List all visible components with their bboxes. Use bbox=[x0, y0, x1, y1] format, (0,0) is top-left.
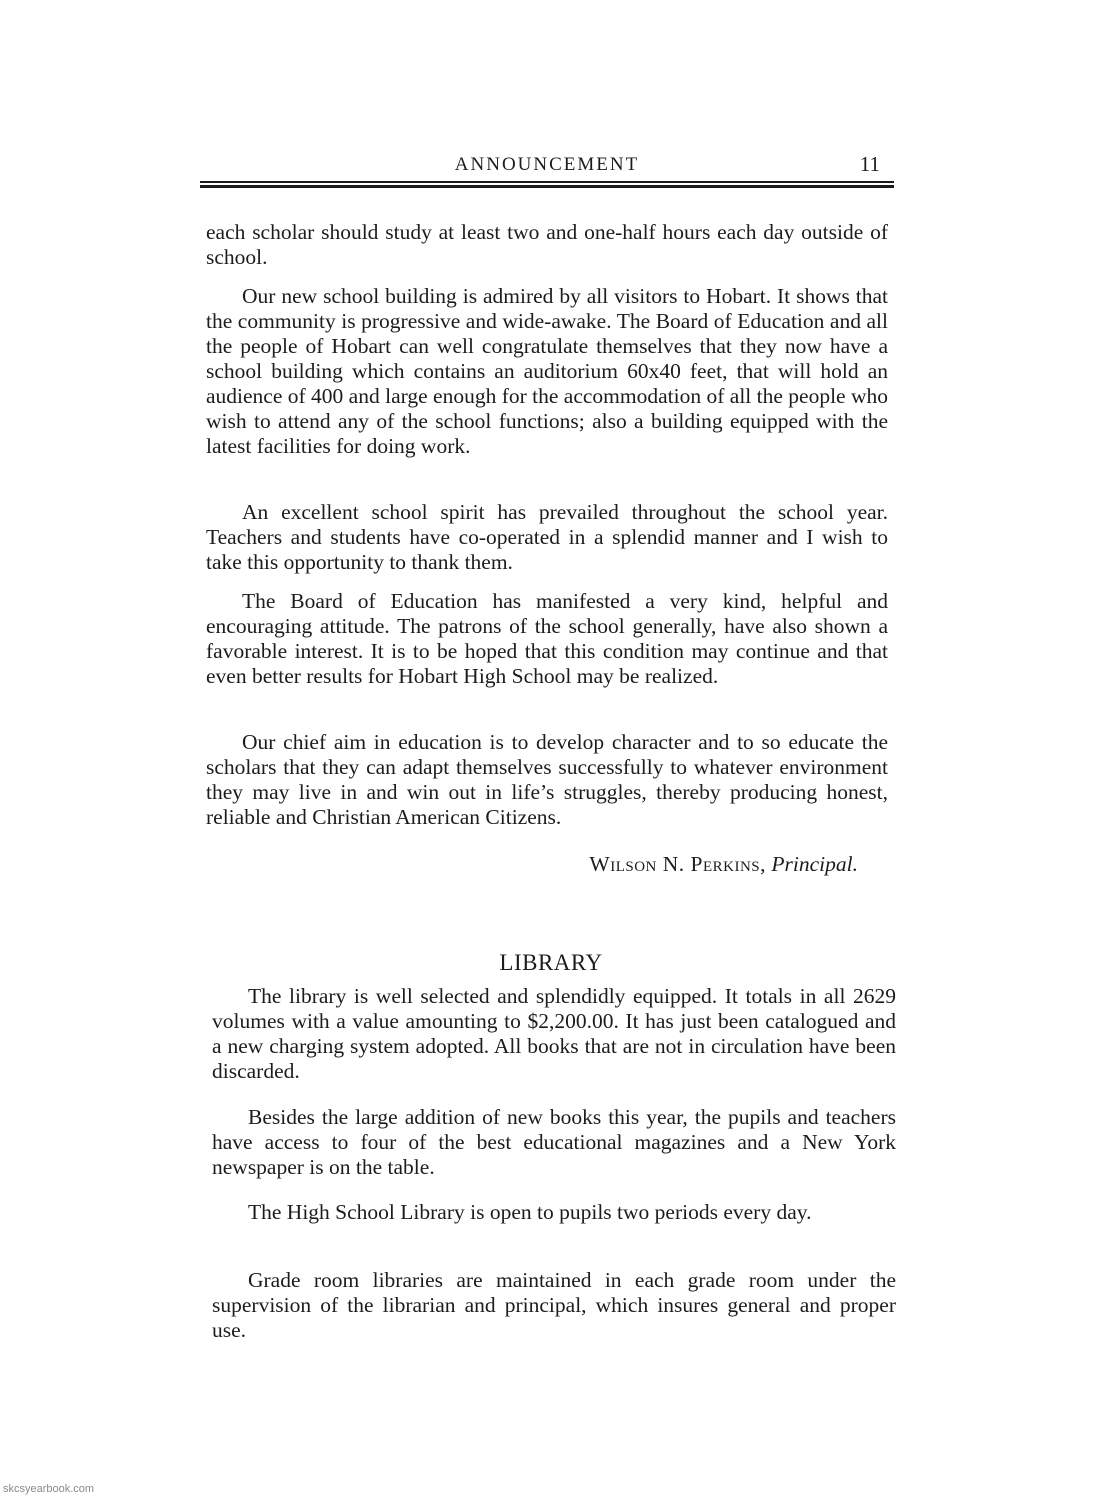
announcement-paragraph-4: The Board of Education has manifested a very kind, helpful and encouraging attitude. The patrons of the school generally, have also shown a favorable interest. It is to be hoped that this condition may continue and that even better results for Hobart High School may be realized. bbox=[206, 589, 888, 688]
site-watermark: skcsyearbook.com bbox=[3, 1483, 95, 1495]
library-paragraph-2: Besides the large addition of new books this year, the pupils and teachers have access to four of the best educational magazines and a New York newspaper is on the table. bbox=[212, 1105, 896, 1179]
running-header bbox=[200, 150, 894, 180]
signature-title: Principal. bbox=[771, 852, 858, 876]
announcement-paragraph-2: Our new school building is admired by all visitors to Hobart. It shows that the community is progressive and wide-awake. The Board of Education and all the people of Hobart can well congratulate themselves that they now have a school building which contains an auditorium 60x40 feet, that will hold an audience of 400 and large enough for the accommodation of all the people who wish to attend any of the school functions; also a building equipped with the latest facilities for doing work. bbox=[206, 284, 888, 458]
announcement-paragraph-5: Our chief aim in education is to develop character and to so educate the scholars that they can adapt themselves successfully to whatever environment they may live in and win out in life’s struggles, thereby producing honest, reliable and Christian American Citizens. bbox=[206, 730, 888, 829]
library-paragraph-4: Grade room libraries are maintained in each grade room under the supervision of the librarian and principal, which insures general and proper use. bbox=[212, 1268, 896, 1342]
library-paragraph-1: The library is well selected and splendidly equipped. It totals in all 2629 volumes with a value amounting to $2,200.00. It has just been catalogued and a new charging system adopted. All books that are not in circulation have been discarded. bbox=[212, 984, 896, 1083]
header-rule-thick bbox=[200, 185, 894, 188]
header-rule-thin bbox=[200, 181, 894, 183]
signature-name: Wilson N. Perkins, bbox=[589, 852, 767, 876]
signature bbox=[206, 852, 858, 877]
announcement-paragraph-3: An excellent school spirit has prevailed throughout the school year. Teachers and students have co-operated in a splendid manner and I wish to take this opportunity to thank them. bbox=[206, 500, 888, 574]
library-paragraph-3: The High School Library is open to pupils two periods every day. bbox=[248, 1200, 812, 1224]
library-heading: LIBRARY bbox=[499, 950, 603, 975]
header-title: ANNOUNCEMENT bbox=[454, 154, 640, 175]
page-number: 11 bbox=[859, 152, 880, 176]
announcement-paragraph-1: each scholar should study at least two and one-half hours each day outside of school. bbox=[206, 220, 888, 269]
